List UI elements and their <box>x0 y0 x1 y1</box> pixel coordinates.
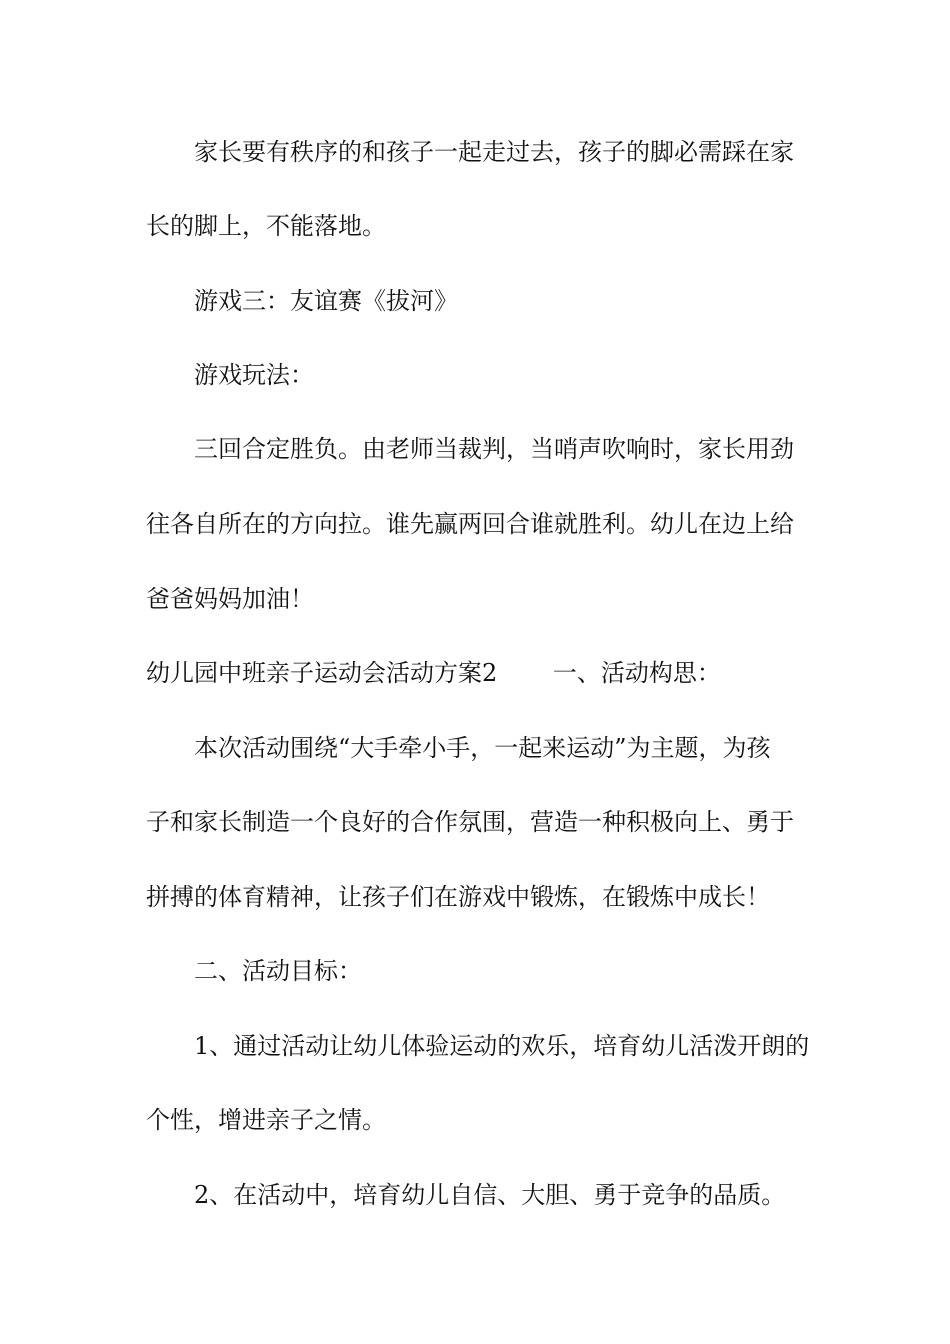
paragraph-line: 本次活动围绕“大手牵小手，一起来运动”为主题，为孩 <box>194 734 771 762</box>
paragraph-line: 长的脚上，不能落地。 <box>146 212 386 240</box>
paragraph-line: 三回合定胜负。由老师当裁判，当哨声吹响时，家长用劲 <box>194 435 794 463</box>
list-item: 2、在活动中，培育幼儿自信、大胆、勇于竞争的品质。 <box>194 1181 786 1209</box>
paragraph-line: 子和家长制造一个良好的合作氛围，营造一种积极向上、勇于 <box>146 808 794 836</box>
document-title-line: 幼儿园中班亲子运动会活动方案2 一、活动构思： <box>146 659 721 687</box>
list-item-continuation: 个性，增进亲子之情。 <box>146 1106 386 1134</box>
paragraph-line: 往各自所在的方向拉。谁先赢两回合谁就胜利。幼儿在边上给 <box>146 510 794 538</box>
section-heading: 游戏三：友谊赛《拔河》 <box>194 287 458 315</box>
paragraph-line: 拼搏的体育精神，让孩子们在游戏中锻炼，在锻炼中成长！ <box>146 883 770 911</box>
paragraph-line: 爸爸妈妈加油！ <box>146 585 314 613</box>
paragraph-line: 家长要有秩序的和孩子一起走过去，孩子的脚必需踩在家 <box>194 138 794 166</box>
section-heading: 二、活动目标： <box>194 957 362 985</box>
section-heading: 游戏玩法： <box>194 361 314 389</box>
list-item: 1、通过活动让幼儿体验运动的欢乐，培育幼儿活泼开朗的 <box>194 1032 810 1060</box>
